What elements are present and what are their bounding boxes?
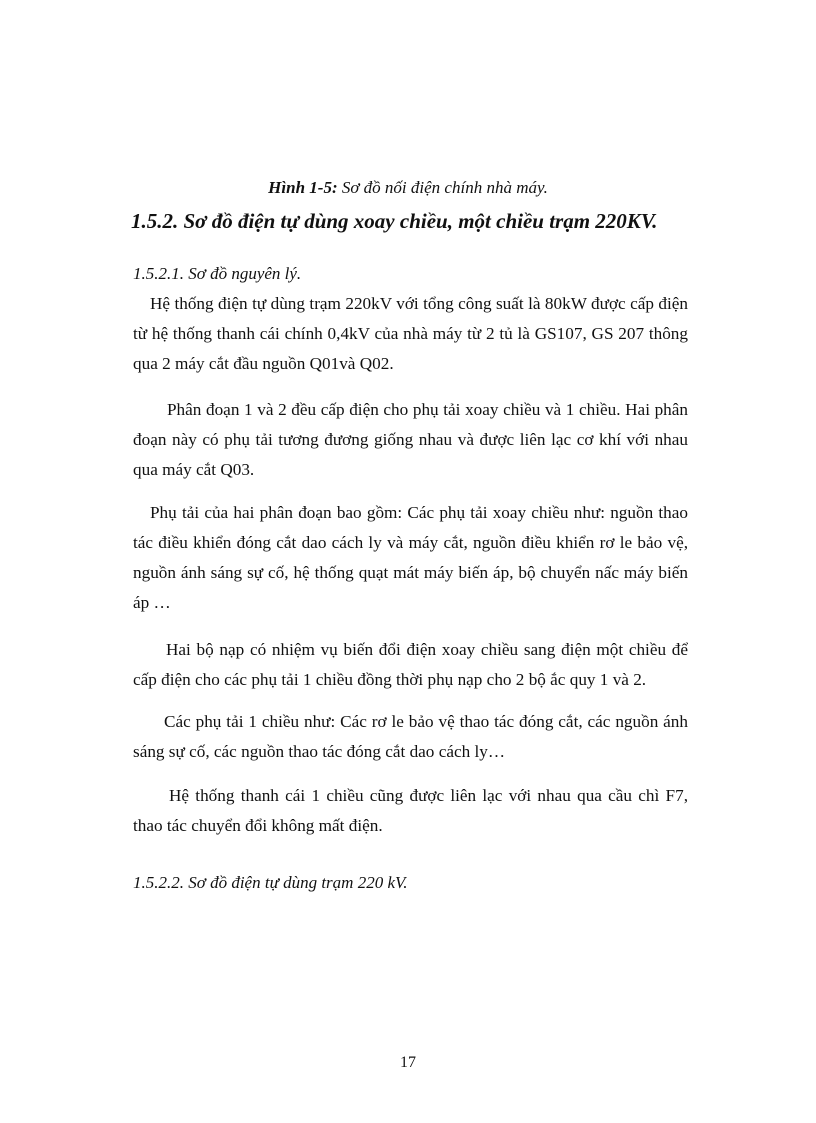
figure-caption-label: Hình 1-5: [268,178,338,197]
page-number: 17 [400,1054,416,1071]
paragraph-loads: Phụ tải của hai phân đoạn bao gồm: Các phụ tải xoay chiều như: nguồn thao tác điều khiển đóng cắt dao cách ly và máy cắt, nguồn điều khiển rơ le bảo vệ, nguồn ánh sáng sự cố, hệ thống quạt mát máy biến áp, bộ chuyển nấc máy biến áp … [133,503,688,612]
paragraph-bus-sections: Phân đoạn 1 và 2 đều cấp điện cho phụ tải xoay chiều và 1 chiều. Hai phân đoạn này có phụ tải tương đương giống nhau và được liên lạc cơ khí với nhau qua máy cắt Q03. [133,400,688,479]
paragraph-chargers: Hai bộ nạp có nhiệm vụ biến đổi điện xoay chiều sang điện một chiều để cấp điện cho các phụ tải 1 chiều đồng thời phụ nạp cho 2 bộ ắc quy 1 và 2. [133,640,688,689]
section-heading: 1.5.2. Sơ đồ điện tự dùng xoay chiều, một chiều trạm 220KV. [131,209,658,233]
paragraph-dc-busbar: Hệ thống thanh cái 1 chiều cũng được liên lạc với nhau qua cầu chì F7, thao tác chuyển đổi không mất điện. [133,786,688,835]
subsection-heading-diagram: 1.5.2.2. Sơ đồ điện tự dùng trạm 220 kV. [133,873,408,892]
figure-caption [0,178,816,198]
subsection-heading-principle: 1.5.2.1. Sơ đồ nguyên lý. [133,264,302,283]
paragraph-system-overview: Hệ thống điện tự dùng trạm 220kV với tổng công suất là 80kW được cấp điện từ hệ thống thanh cái chính 0,4kV của nhà máy từ 2 tủ là GS107, GS 207 thông qua 2 máy cắt đầu nguồn Q01và Q02. [133,294,688,373]
paragraph-dc-loads: Các phụ tải 1 chiều như: Các rơ le bảo vệ thao tác đóng cắt, các nguồn ánh sáng sự cố, các nguồn thao tác đóng cắt dao cách ly… [133,712,688,761]
figure-caption-text: Sơ đồ nối điện chính nhà máy. [337,178,548,197]
